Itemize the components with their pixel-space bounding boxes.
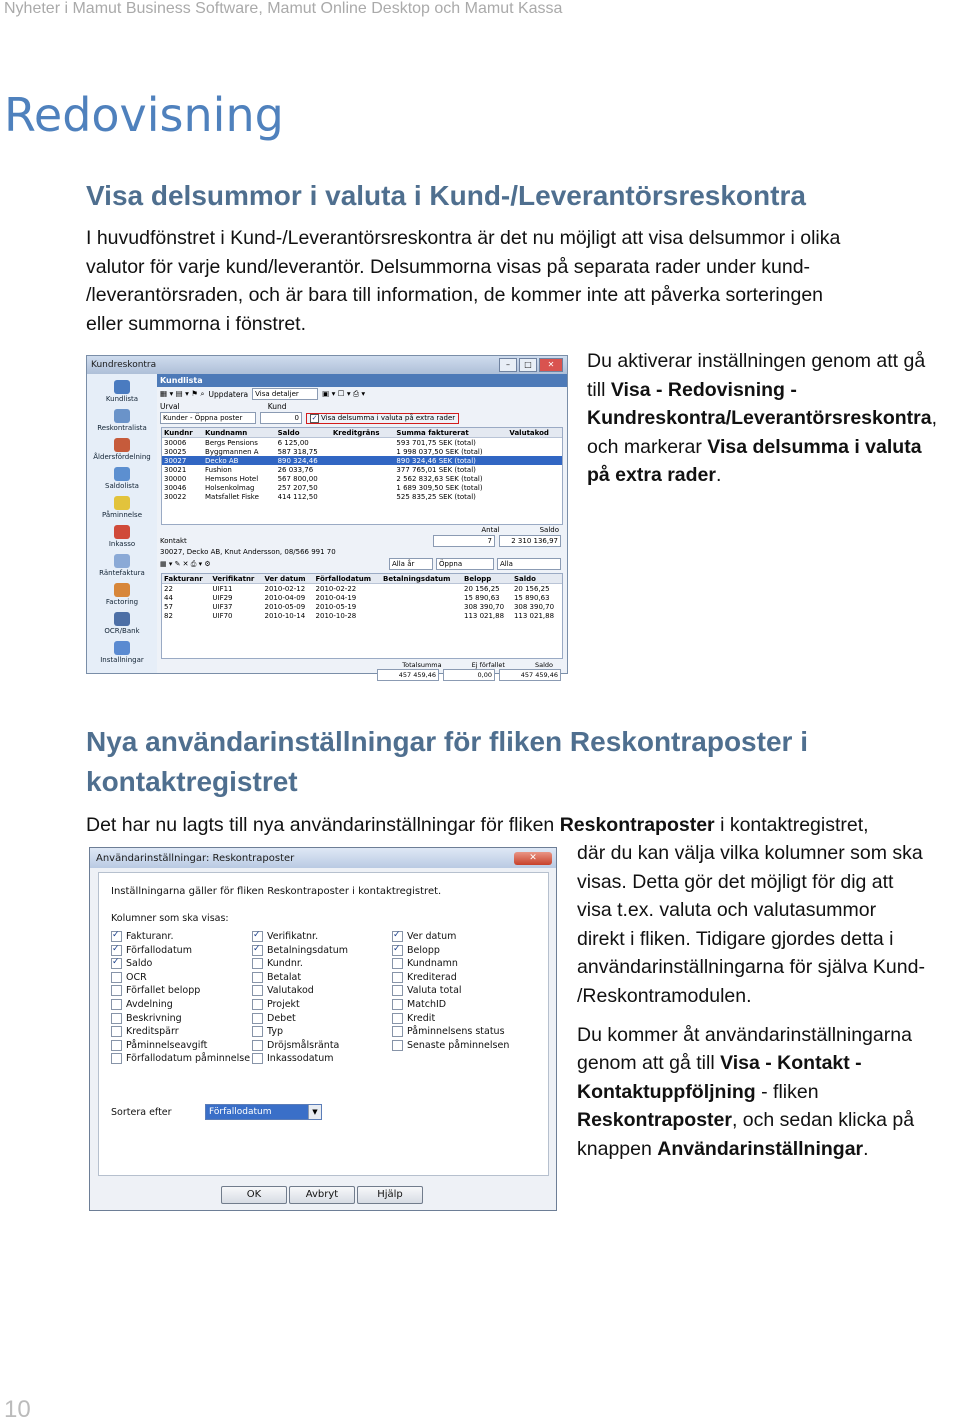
option-label: Ver datum [407,931,457,942]
column-option[interactable] [252,1040,339,1051]
column-option[interactable] [252,958,303,969]
detail-toolbar [157,557,567,571]
balance-value: 2 310 136,97 [499,535,561,547]
table-cell: 30021 [164,465,187,474]
minimize-button[interactable]: – [499,358,517,372]
option-label: Valutakod [267,985,314,997]
section2-side-text [577,839,957,1164]
column-option[interactable] [252,1026,283,1037]
column-option[interactable] [111,1026,179,1037]
option-label: Beskrivning [126,1012,182,1024]
column-option[interactable] [111,1013,182,1024]
column-header[interactable]: Verifikatnr [210,574,262,584]
table-cell: 30006 [164,438,187,447]
option-checkbox[interactable] [111,985,122,996]
table-row[interactable] [162,593,562,602]
table-row[interactable] [162,492,562,501]
table-cell: 30022 [164,492,187,501]
option-label: Betalat [267,971,302,983]
para-line: valutor för varje kund/leverantör. Delsummorna visas på separata rader under kund- [86,255,811,278]
table-cell: 22 [164,584,173,593]
option-label: Krediterad [407,971,457,983]
list-icon [114,380,130,394]
side-line: visas. Detta gör det möjligt för dig att [577,870,894,893]
table-cell: 414 112,50 [277,492,318,501]
table-cell: 2010-04-19 [315,593,357,602]
detail-toolbar-icons[interactable]: ▦ ▾ ✎ ✕ ⎙ ▾ ⚙ [160,559,211,568]
urval-select[interactable]: Kunder - Öppna poster [160,412,256,424]
ok-button[interactable]: OK [221,1186,287,1204]
column-header[interactable]: Fakturanr [162,574,210,584]
option-label: Senaste påminnelsen [407,1039,510,1051]
table-cell: Hemsons Hotel [205,474,259,483]
side-line: knappen Användarinställningar. [577,1137,869,1160]
option-checkbox[interactable] [111,931,122,942]
cancel-button[interactable]: Avbryt [289,1186,355,1204]
maximize-button[interactable]: □ [519,358,537,372]
column-header[interactable]: Kreditgräns [331,428,395,438]
sidebar-item[interactable]: Saldolista [87,461,157,490]
option-checkbox[interactable] [111,1013,122,1024]
table-cell: 15 890,63 [513,593,550,602]
para-line: I huvudfönstret i Kund-/Leverantörsreskontra är det nu möjligt att visa delsummor i olika [86,227,841,249]
total-value: 457 459,46 [377,669,439,681]
table-cell: 1 689 309,50 SEK (total) [396,483,483,492]
table-cell: Decko AB [203,456,276,465]
column-option[interactable] [252,1053,334,1064]
totals-labels [157,661,567,669]
ledger-icon [114,409,130,423]
table-cell: 593 701,75 SEK (total) [396,438,476,447]
table-row[interactable] [162,447,562,456]
column-header[interactable]: Ver datum [263,574,314,584]
column-header[interactable]: Belopp [462,574,512,584]
table-cell: Byggmannen A [205,447,259,456]
side-line: till Visa - Redovisning - [587,378,797,401]
side-line: visa t.ex. valuta och valutasummor [577,899,877,922]
table-row[interactable] [162,483,562,492]
view-select[interactable]: Visa detaljer [252,388,318,400]
table-cell: 308 390,70 [513,602,555,611]
column-option[interactable] [392,985,462,996]
sidebar-item[interactable]: Inkasso [87,519,157,548]
table-cell: 587 318,75 [277,447,318,456]
table-row[interactable] [162,602,562,611]
option-checkbox[interactable] [111,945,122,956]
table-cell: 2010-10-28 [315,611,357,620]
option-label: MatchID [407,999,447,1010]
kund-input[interactable]: 0 [260,412,302,424]
table-cell: 15 890,63 [463,593,500,602]
table-cell: 257 207,50 [277,483,318,492]
option-label: Kundnamn [407,958,458,970]
table-cell: 2010-05-09 [264,602,306,611]
table-cell: UIF37 [212,602,233,611]
side-line: Kundreskontra/Leverantörsreskontra, [587,407,938,430]
column-option[interactable] [252,1013,296,1024]
option-label: Förfallodatum påminnelse [126,1053,251,1065]
column-option[interactable] [252,931,318,942]
table-cell: 890 324,46 SEK (total) [394,456,507,465]
option-label: Förfallet belopp [126,985,201,997]
column-option[interactable] [392,999,446,1010]
table-cell: Fushion [205,465,232,474]
table-cell [331,492,395,501]
balance-icon [114,467,130,481]
side-line: där du kan välja vilka kolumner som ska [577,842,923,864]
column-header[interactable]: Betalningsdatum [381,574,462,584]
column-header[interactable]: Saldo [512,574,562,584]
para-line: /leverantörsraden, och är bara till information, de kommer inte att påverka sorteringen [86,284,824,307]
para-line: eller summorna i fönstret. [86,312,306,335]
dialog-titlebar [90,848,556,868]
table-cell [331,438,395,448]
contact-row [157,535,567,547]
totals-values [157,669,567,681]
summary-labels [157,525,567,535]
option-checkbox[interactable] [111,1053,122,1064]
reminder-icon [114,496,130,510]
table-cell [507,474,562,483]
table-cell [507,465,562,474]
status-filter[interactable]: Öppna [436,558,494,570]
table-cell: 2010-05-19 [315,602,357,611]
table-row[interactable] [162,584,562,594]
page-number: 10 [4,1396,31,1423]
option-label: Belopp [407,944,440,956]
table-cell: 2010-02-12 [264,584,306,593]
table-cell: Matsfallet Fiske [205,492,259,501]
table-cell [381,602,462,611]
sort-select[interactable]: Förfallodatum ▼ [205,1104,322,1120]
main-area [157,374,567,679]
column-option[interactable] [111,1053,250,1064]
chart-icon [114,438,130,452]
page-title: Redovisning [4,88,284,142]
chevron-down-icon: ▼ [308,1105,321,1119]
table-cell: 2010-02-22 [315,584,357,593]
option-checkbox[interactable] [392,1040,403,1051]
option-label: Typ [267,1026,283,1038]
columns-label: Kolumner som ska visas: [111,913,229,924]
section1-paragraph [86,224,946,338]
factoring-icon [114,583,130,597]
kundreskontra-window [86,355,568,679]
subtotal-checkbox[interactable] [310,414,319,423]
option-checkbox[interactable] [252,999,263,1010]
option-checkbox[interactable] [111,999,122,1010]
kund-label: Kund [267,401,287,411]
column-option[interactable] [111,1040,207,1051]
side-line: Kontaktuppföljning - fliken [577,1080,819,1103]
table-cell: 30046 [164,483,187,492]
table-cell: Holsenkolmag [205,483,255,492]
option-checkbox[interactable] [392,958,403,969]
option-label: Dröjsmålsränta [267,1039,340,1051]
section2-intro: Det har nu lagts till nya användarinställningar för fliken Reskontraposter i kontaktregistret, [86,814,869,836]
section-heading-subtotals: Visa delsummor i valuta i Kund-/Leverantörsreskontra [86,180,806,211]
table-cell [381,611,462,620]
window-title: Kundreskontra [91,360,157,370]
side-line: direkt i fliken. Tidigare gjordes detta i [577,927,894,950]
ledger-table [161,573,563,659]
option-label: Betalningsdatum [267,944,349,956]
help-button[interactable]: Hjälp [357,1186,423,1204]
subtotal-checkbox-label: Visa delsumma i valuta på extra rader [321,414,456,422]
table-cell [507,438,562,448]
table-cell: UIF70 [212,611,233,620]
option-label: Projekt [267,999,300,1010]
table-cell: 30025 [164,447,187,456]
table-cell: 20 156,25 [463,584,500,593]
column-option[interactable] [111,972,147,983]
option-checkbox[interactable] [392,931,403,942]
option-label: Kundnr. [267,958,303,970]
side-line: och markerar Visa delsumma i valuta [587,435,922,458]
side-line: Du aktiverar inställningen genom att gå [587,350,926,372]
table-cell [331,465,395,474]
subtotal-option[interactable] [306,413,459,424]
filter-row [157,411,567,425]
column-option[interactable] [252,945,348,956]
column-option[interactable] [392,1040,509,1051]
option-label: Fakturanr. [126,931,174,942]
table-cell: UIF29 [212,593,233,602]
table-cell: 308 390,70 [463,602,505,611]
table-cell: 113 021,88 [463,611,505,620]
section-heading-user-settings: Nya användarinställningar för fliken Reskontraposter i kontaktregistret [86,726,808,797]
sidebar-item[interactable]: Factoring [87,577,157,606]
count-label: Antal [481,526,500,534]
sidebar-item[interactable]: OCR/Bank [87,606,157,635]
table-cell [507,447,562,456]
option-checkbox[interactable] [392,985,403,996]
dialog-close-button[interactable]: ✕ [514,852,552,865]
table-cell: 26 033,76 [277,465,314,474]
option-label: Kredit [407,1012,436,1024]
table-row[interactable] [162,438,562,448]
sidebar-item[interactable]: Kundlista [87,374,157,403]
toolbar [157,387,567,401]
option-label: Valuta total [407,985,462,997]
table-cell: 44 [164,593,173,602]
saldo-label: Saldo [534,661,553,669]
option-checkbox[interactable] [392,1013,403,1024]
option-checkbox[interactable] [252,1013,263,1024]
option-checkbox[interactable] [392,972,403,983]
toolbar-icons-2[interactable]: ▣ ▾ ☐ ▾ ⎙ ▾ [322,389,366,398]
column-option[interactable] [111,985,200,996]
option-label: Kreditspärr [126,1026,179,1038]
option-label: Påminnelsens status [407,1026,505,1038]
sidebar-item[interactable]: Reskontralista [87,403,157,432]
sidebar-item[interactable]: Installningar [87,635,157,664]
urval-label: Urval [160,401,180,411]
column-option[interactable] [392,1013,435,1024]
option-checkbox[interactable] [111,958,122,969]
table-cell: 890 324,46 [276,456,331,465]
sidebar-item[interactable]: Påminnelse [87,490,157,519]
side-line: Du kommer åt användarinställningarna [577,1023,912,1046]
option-checkbox[interactable] [392,999,403,1010]
table-cell [381,584,462,594]
option-label: OCR [126,971,147,983]
table-cell: 6 125,00 [277,438,309,447]
not-due-value: 0,00 [443,669,495,681]
contact-label: Kontakt [160,537,187,545]
table-cell: 30027 [162,456,203,465]
table-cell: 567 800,00 [277,474,318,483]
update-button[interactable]: Uppdatera [208,389,249,399]
side-line: Reskontraposter, och sedan klicka på [577,1109,915,1132]
table-row[interactable] [162,611,562,620]
column-option[interactable] [392,958,458,969]
option-checkbox[interactable] [252,945,263,956]
dialog-body [98,872,549,1176]
type-filter[interactable]: Alla [497,558,561,570]
module-sidebar [87,374,158,673]
table-cell: 2010-04-09 [264,593,306,602]
table-cell: 30000 [164,474,187,483]
total-label: Totalsumma [402,661,442,669]
dialog-title: Användarinställningar: Reskontraposter [96,852,295,864]
option-checkbox[interactable] [111,1040,122,1051]
settings-icon [114,641,130,655]
column-option[interactable] [392,972,457,983]
column-option[interactable] [392,945,440,956]
option-label: Påminnelseavgift [126,1039,208,1051]
option-label: Inkassodatum [267,1053,334,1065]
column-option[interactable] [252,985,314,996]
option-checkbox[interactable] [111,1026,122,1037]
table-cell: 2010-10-14 [264,611,306,620]
option-checkbox[interactable] [252,958,263,969]
side-line: genom att gå till Visa - Kontakt - [577,1052,862,1075]
option-checkbox[interactable] [252,1040,263,1051]
column-header[interactable]: Kundnamn [203,428,276,438]
option-label: Avdelning [126,999,173,1010]
sidebar-item[interactable]: Åldersfördelning [87,432,157,461]
sort-label: Sortera efter [111,1107,172,1118]
invoice-icon [114,554,130,568]
column-option[interactable] [111,931,173,942]
table-row[interactable] [162,456,562,465]
table-cell: 1 998 037,50 SEK (total) [396,447,483,456]
count-value: 7 [433,535,495,547]
section1-side-text [587,347,959,490]
table-cell [331,483,395,492]
side-line: på extra rader. [587,464,722,487]
not-due-label: Ej förfallet [471,661,505,669]
table-cell: 20 156,25 [513,584,550,593]
labels-row [157,401,567,411]
balance-label: Saldo [539,526,559,534]
column-header[interactable]: Kundnr [162,428,203,438]
table-cell [331,456,395,465]
table-cell [331,447,395,456]
warning-icon [114,525,130,539]
table-cell [331,474,395,483]
column-header[interactable]: Summa fakturerat [394,428,507,438]
table-cell: UIF11 [212,584,233,593]
option-label: Verifikatnr. [267,931,319,942]
table-cell: 82 [164,611,173,620]
table-cell: 525 835,25 SEK (total) [396,492,476,501]
customer-table [161,427,563,525]
option-checkbox[interactable] [252,1053,263,1064]
table-cell [381,593,462,602]
option-checkbox[interactable] [392,945,403,956]
side-line: användarinställningarna för själva Kund- [577,956,925,979]
option-checkbox[interactable] [252,985,263,996]
table-cell [507,492,562,501]
table-cell: 2 562 832,63 SEK (total) [396,474,483,483]
table-cell: 57 [164,602,173,611]
column-header[interactable]: Saldo [276,428,331,438]
table-row[interactable] [162,465,562,474]
option-checkbox[interactable] [392,1026,403,1037]
contact-value-row [157,547,567,557]
column-option[interactable] [392,931,456,942]
table-cell: 377 765,01 SEK (total) [396,465,476,474]
window-titlebar [87,356,567,374]
column-option[interactable] [111,945,192,956]
sidebar-item[interactable]: Räntefaktura [87,548,157,577]
column-option[interactable] [252,972,301,983]
saldo-value: 457 459,46 [499,669,561,681]
year-filter[interactable]: Alla år [389,558,433,570]
column-option[interactable] [392,1026,505,1037]
bank-icon [114,612,130,626]
table-row[interactable] [162,474,562,483]
option-label: Debet [267,1012,296,1024]
table-cell [507,456,562,465]
toolbar-icons[interactable]: ▦ ▾ ▤ ▾ ⚑ ⌕ [160,389,205,398]
user-settings-dialog [89,847,557,1211]
contact-value: 30027, Decko AB, Knut Andersson, 08/566 991 70 [160,548,336,556]
running-header: Nyheter i Mamut Business Software, Mamut Online Desktop och Mamut Kassa [4,0,563,17]
column-header[interactable]: Valutakod [507,428,562,438]
column-header[interactable]: Förfallodatum [314,574,381,584]
option-checkbox[interactable] [111,972,122,983]
column-option[interactable] [111,958,152,969]
option-checkbox[interactable] [252,931,263,942]
option-label: Saldo [126,958,153,970]
panel-title: Kundlista [157,374,567,387]
option-checkbox[interactable] [252,972,263,983]
table-cell [507,483,562,492]
column-option[interactable] [111,999,173,1010]
table-cell: 113 021,88 [513,611,555,620]
dialog-intro: Inställningarna gäller för fliken Reskontraposter i kontaktregistret. [111,886,442,897]
table-cell: Bergs Pensions [205,438,258,447]
close-button[interactable]: ✕ [539,358,563,372]
column-option[interactable] [252,999,300,1010]
side-line: /Reskontramodulen. [577,984,752,1007]
option-label: Förfallodatum [126,944,192,956]
option-checkbox[interactable] [252,1026,263,1037]
